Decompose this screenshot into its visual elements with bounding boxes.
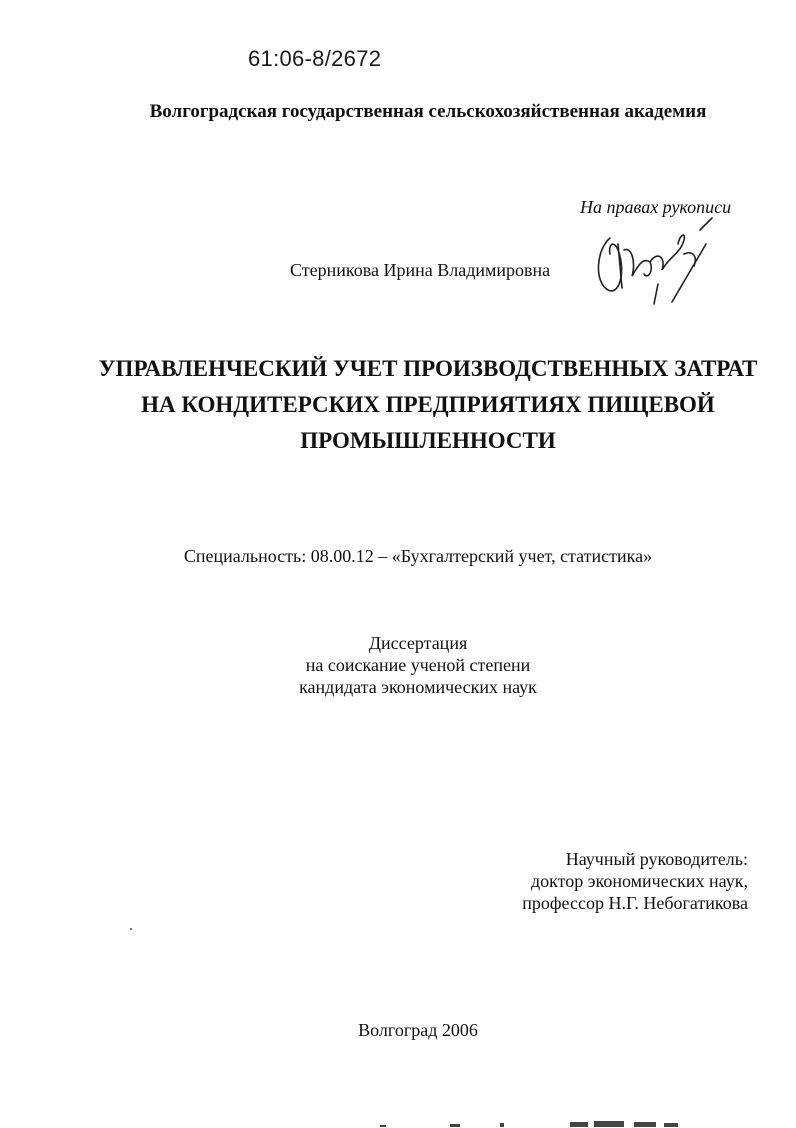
degree-line-1: Диссертация: [368, 633, 468, 653]
degree-line-2: на соискание ученой степени: [305, 655, 531, 675]
specialty-line: Специальность: 08.00.12 – «Бухгалтерский учет, статистика»: [183, 546, 653, 566]
manuscript-rights-note: На правах рукописи: [580, 197, 732, 217]
advisor-line-1: Научный руководитель:: [565, 849, 748, 869]
institution-name: Волгоградская государственная сельскохозяйственная академия: [149, 101, 707, 122]
signature-mark: [588, 210, 728, 310]
title-line-2: НА КОНДИТЕРСКИХ ПРЕДПРИЯТИЯХ ПИЩЕВОЙ: [141, 392, 715, 417]
title-line-1: УПРАВЛЕНЧЕСКИЙ УЧЕТ ПРОИЗВОДСТВЕННЫХ ЗАТРАТ: [98, 356, 758, 381]
advisor-line-2: доктор экономических наук,: [531, 871, 748, 891]
scan-edge-noise: [380, 1120, 700, 1128]
advisor-block: [522, 848, 748, 914]
degree-block: [0, 632, 796, 698]
scan-speck: [130, 928, 132, 930]
degree-line-3: кандидата экономических наук: [299, 677, 537, 697]
title-line-3: ПРОМЫШЛЕННОСТИ: [300, 428, 556, 453]
city-year: Волгоград 2006: [358, 1020, 478, 1040]
archive-code: 61:06-8/2672: [248, 46, 382, 71]
dissertation-title: [60, 351, 796, 459]
advisor-line-3: профессор Н.Г. Небогатикова: [522, 893, 748, 913]
author-name: Стерникова Ирина Владимировна: [290, 260, 551, 280]
